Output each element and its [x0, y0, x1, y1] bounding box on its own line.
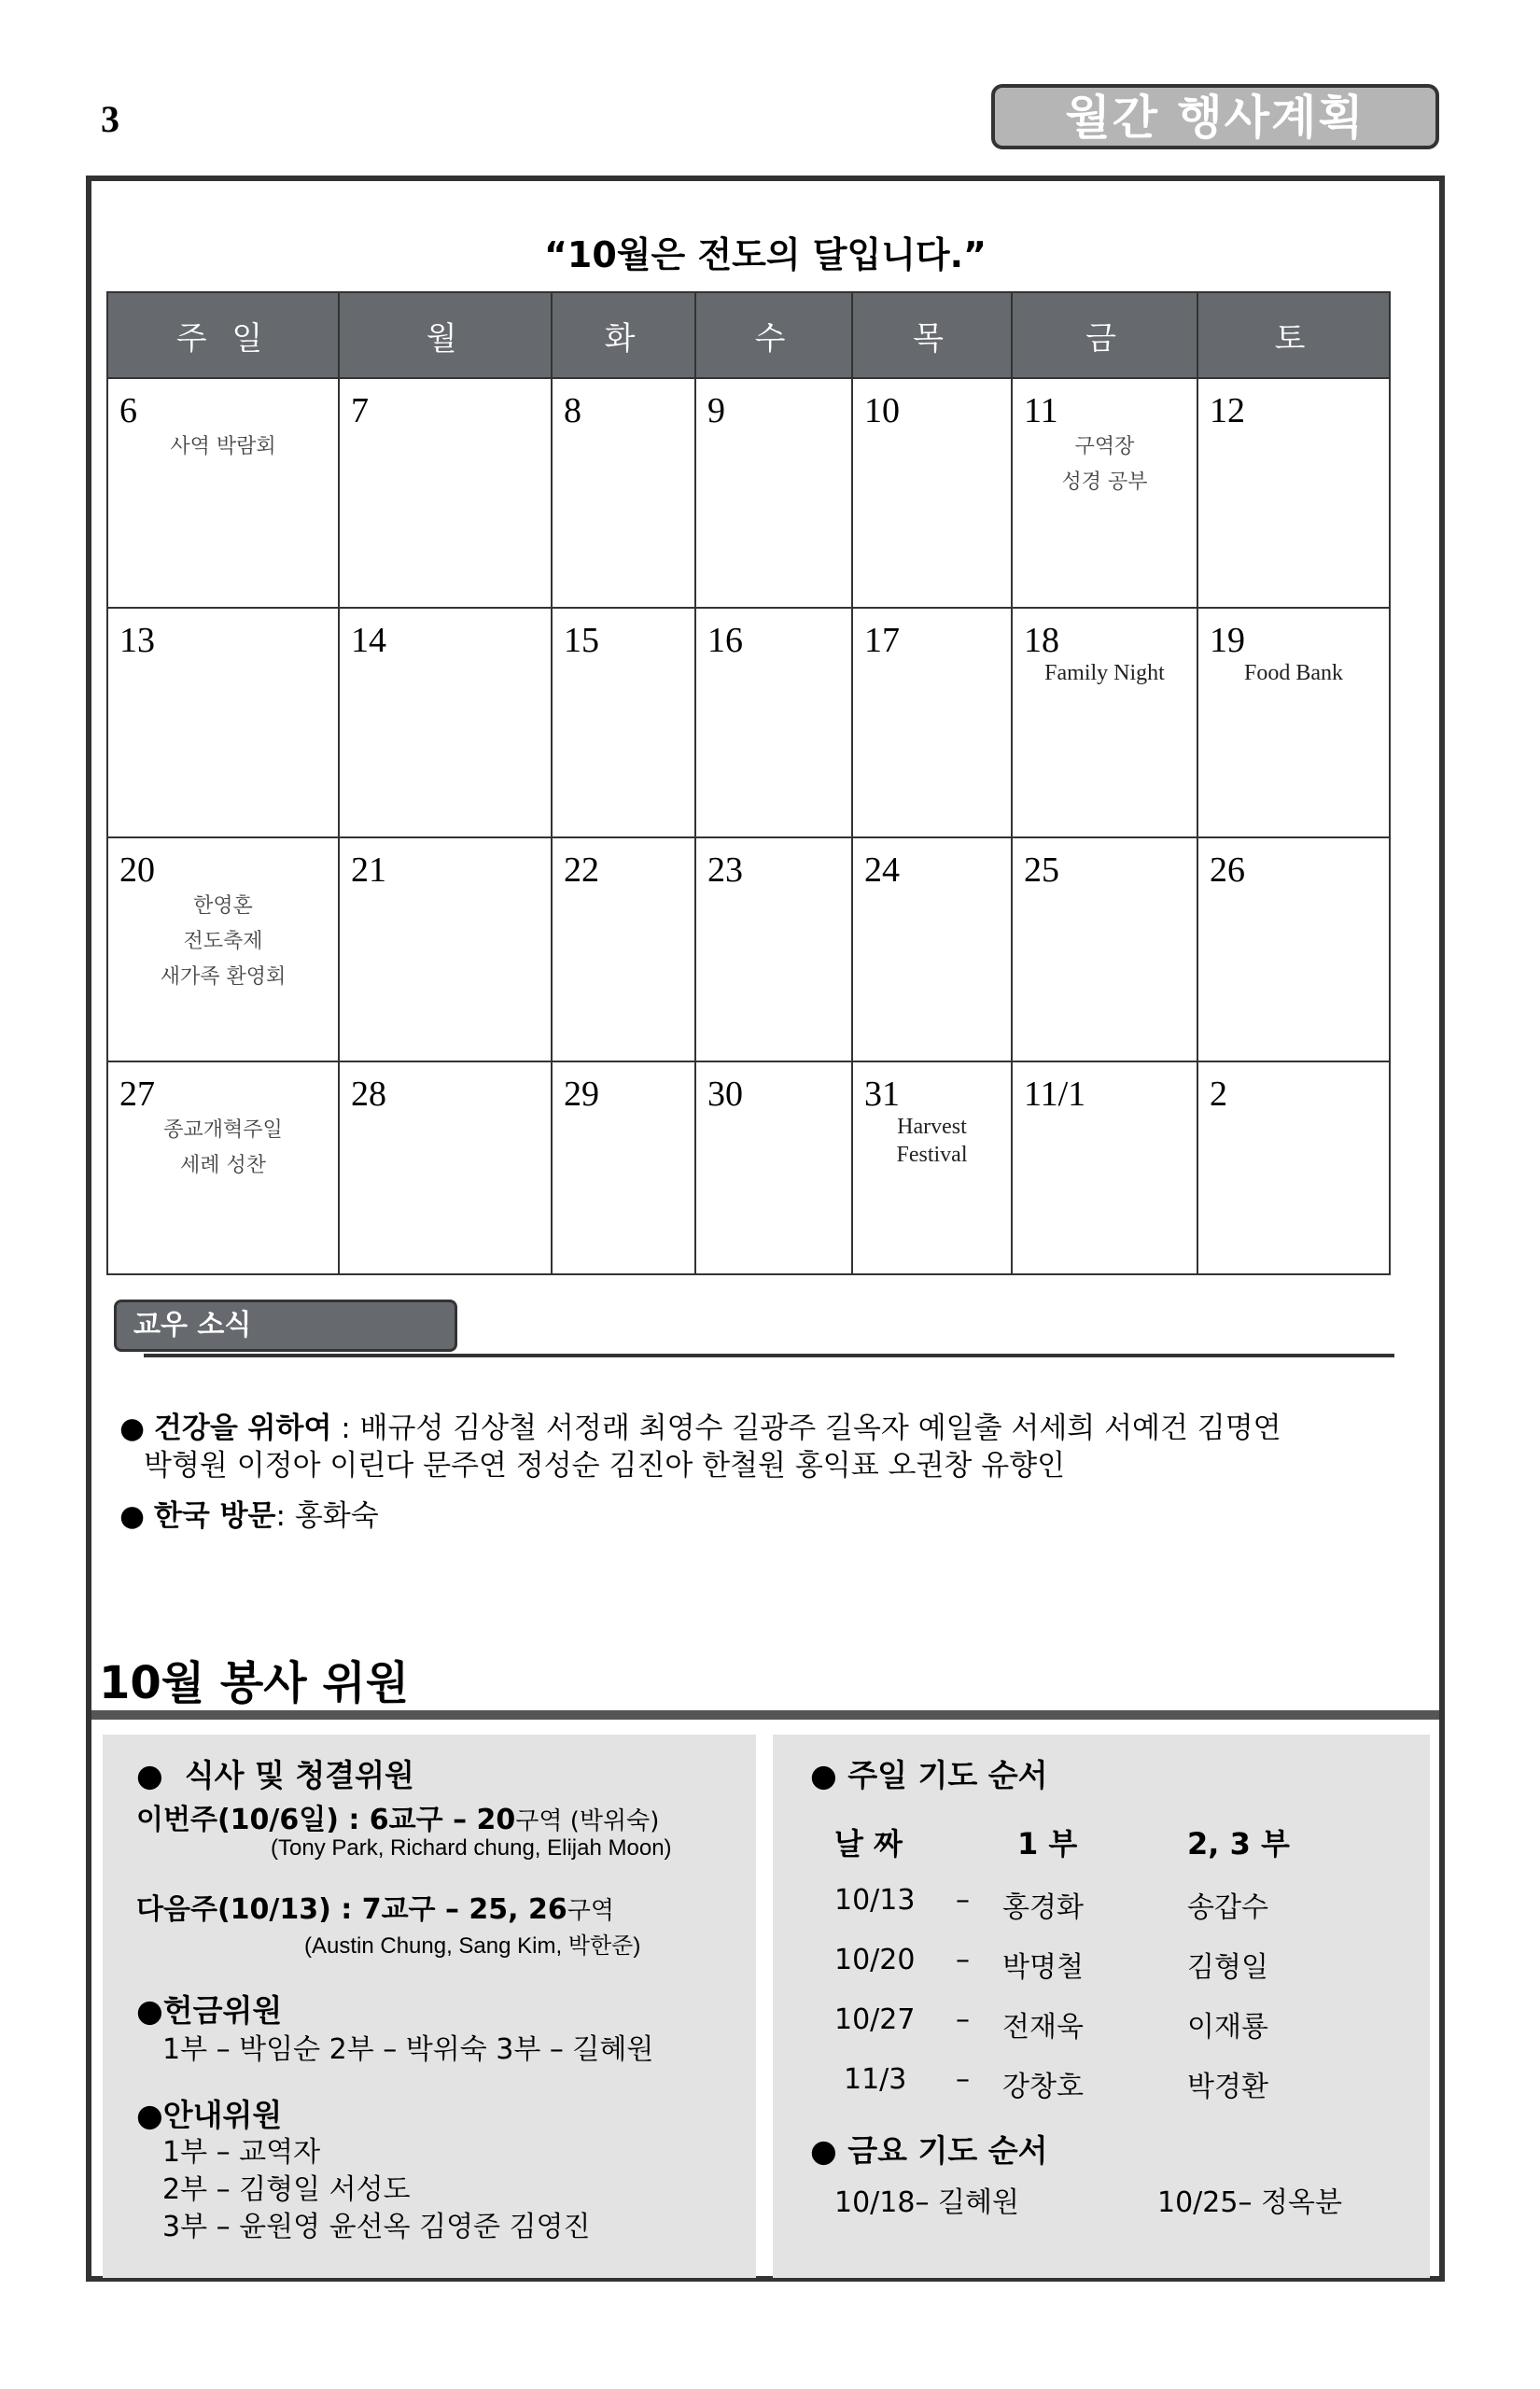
day-number: 21	[351, 850, 386, 890]
prayer-dash: –	[956, 1884, 970, 1917]
calendar-day-cell	[695, 837, 852, 1061]
offering-line: 1부 – 박임순 2부 – 박위숙 3부 – 길혜원	[162, 2033, 654, 2066]
calendar-event: 새가족 환영회	[160, 965, 287, 989]
prayer-col-second: 2, 3 부	[1187, 1826, 1290, 1862]
news-tab: 교우 소식	[114, 1300, 457, 1352]
prayer-second: 송갑수	[1187, 1891, 1268, 1924]
news-divider	[144, 1354, 1394, 1357]
prayer-date: 10/20	[834, 1944, 916, 1976]
day-number: 8	[564, 391, 581, 430]
calendar-day-cell	[339, 608, 552, 837]
this-week-names: (Tony Park, Richard chung, Elijah Moon)	[271, 1835, 672, 1861]
day-number: 17	[864, 621, 900, 660]
meal-committee-heading: ● 식사 및 청결위원	[136, 1757, 414, 1793]
calendar-event: 전도축제	[183, 930, 263, 953]
day-number: 14	[351, 621, 386, 660]
calendar-day-cell	[852, 608, 1012, 837]
day-number: 16	[707, 621, 743, 660]
calendar-day-cell	[107, 1061, 339, 1274]
korea-visit-item: ● 한국 방문: 홍화숙	[119, 1499, 379, 1533]
day-number: 6	[119, 391, 137, 430]
calendar-day-cell	[695, 378, 852, 608]
day-number: 10	[864, 391, 900, 430]
calendar-day-cell	[552, 608, 695, 837]
day-number: 12	[1210, 391, 1245, 430]
calendar-day-cell	[339, 837, 552, 1061]
this-week-line: 이번주(10/6일) : 6교구 – 20구역 (박위숙)	[136, 1804, 660, 1836]
day-number: 13	[119, 621, 155, 660]
calendar-day-cell	[1012, 837, 1197, 1061]
calendar-day-cell	[695, 1061, 852, 1274]
day-number: 29	[564, 1075, 599, 1114]
calendar-day-cell	[1197, 1061, 1390, 1274]
prayer-first: 홍경화	[1002, 1891, 1084, 1924]
prayer-date: 10/27	[834, 2003, 916, 2036]
health-prayer-item: ● 건강을 위하여 : 배규성 김상철 서정래 최영수 길광주 길옥자 예일출 서세희 서예건 김명연 박형원 이정아 이린다 문주연 정성순 김진아 한철원 홍익표 오권창 유향인	[119, 1412, 1281, 1483]
calendar-event: Food Bank	[1243, 661, 1343, 685]
day-number: 23	[707, 850, 743, 890]
prayer-first: 전재욱	[1002, 2011, 1084, 2044]
day-number: 9	[707, 391, 725, 430]
usher-heading: ●안내위원	[136, 2097, 283, 2133]
weekday-header	[107, 292, 1390, 378]
calendar-event: 종교개혁주일	[163, 1118, 283, 1142]
day-number: 20	[119, 850, 155, 890]
service-committee-box	[103, 1735, 756, 2278]
calendar-week-row	[107, 1061, 1390, 1274]
calendar-day-cell	[852, 837, 1012, 1061]
prayer-col-first: 1 부	[1017, 1826, 1078, 1862]
day-number: 22	[564, 850, 599, 890]
weekday-header-cell: 수	[695, 292, 852, 378]
day-number: 31	[864, 1075, 900, 1114]
prayer-schedule-box	[773, 1735, 1430, 2278]
next-week-line: 다음주(10/13) : 7교구 – 25, 26구역	[136, 1893, 614, 1926]
calendar-day-cell	[852, 378, 1012, 608]
prayer-dash: –	[956, 1944, 970, 1976]
calendar-day-cell	[107, 378, 339, 608]
usher-line-1: 1부 – 교역자	[162, 2136, 321, 2169]
calendar-event: Festival	[896, 1143, 968, 1167]
calendar-day-cell	[107, 608, 339, 837]
calendar-day-cell	[339, 378, 552, 608]
usher-line-3: 3부 – 윤원영 윤선옥 김영준 김영진	[162, 2211, 591, 2243]
weekday-header-cell: 토	[1197, 292, 1390, 378]
visit-label: 한국 방문	[153, 1499, 276, 1533]
offering-heading: ●헌금위원	[136, 1992, 283, 2029]
day-number: 26	[1210, 850, 1245, 890]
day-number: 7	[351, 391, 369, 430]
volunteers-title: 10월 봉사 위원	[99, 1657, 410, 1709]
calendar-body	[107, 378, 1390, 1274]
usher-line-2: 2부 – 김형일 서성도	[162, 2173, 411, 2206]
calendar-day-cell	[1197, 837, 1390, 1061]
weekday-header-cell: 주 일	[107, 292, 339, 378]
weekday-header-cell: 목	[852, 292, 1012, 378]
prayer-second: 이재룡	[1187, 2011, 1268, 2044]
bullet-icon: ●	[119, 1499, 146, 1533]
calendar-day-cell	[1012, 608, 1197, 837]
monthly-calendar	[106, 291, 1391, 1275]
day-number: 25	[1024, 850, 1059, 890]
day-number: 2	[1210, 1075, 1227, 1114]
calendar-week-row	[107, 608, 1390, 837]
day-number: 15	[564, 621, 599, 660]
next-week-names: (Austin Chung, Sang Kim, 박한준)	[304, 1933, 641, 1959]
calendar-event: Family Night	[1044, 661, 1165, 685]
prayer-date: 10/13	[834, 1884, 916, 1917]
prayer-second: 박경환	[1187, 2071, 1268, 2103]
calendar-day-cell	[1197, 378, 1390, 608]
calendar-day-cell	[852, 1061, 1012, 1274]
day-number: 30	[707, 1075, 743, 1114]
prayer-second: 김형일	[1187, 1951, 1268, 1984]
prayer-first: 박명철	[1002, 1951, 1084, 1984]
calendar-day-cell	[339, 1061, 552, 1274]
calendar-day-cell	[552, 837, 695, 1061]
health-names-line2: 박형원 이정아 이린다 문주연 정성순 김진아 한철원 홍익표 오권창 유향인	[144, 1449, 1066, 1483]
day-number: 28	[351, 1075, 386, 1114]
calendar-week-row	[107, 378, 1390, 608]
prayer-date: 11/3	[844, 2063, 907, 2096]
calendar-event: Harvest	[897, 1115, 967, 1139]
weekday-header-cell: 화	[552, 292, 695, 378]
calendar-week-row	[107, 837, 1390, 1061]
calendar-event: 사역 박람회	[170, 435, 276, 458]
calendar-day-cell	[552, 1061, 695, 1274]
prayer-col-date: 날 짜	[834, 1826, 903, 1862]
calendar-day-cell	[1197, 608, 1390, 837]
calendar-event: 구역장	[1074, 435, 1135, 458]
weekday-header-cell: 월	[339, 292, 552, 378]
friday-prayer-1: 10/18– 길혜원	[834, 2186, 1019, 2219]
content-frame	[86, 176, 1445, 2282]
day-number: 11	[1024, 391, 1058, 430]
prayer-dash: –	[956, 2063, 970, 2096]
sunday-prayer-heading: ● 주일 기도 순서	[810, 1757, 1048, 1793]
friday-prayer-heading: ● 금요 기도 순서	[810, 2132, 1048, 2169]
calendar-day-cell	[107, 837, 339, 1061]
page-number: 3	[101, 98, 119, 140]
prayer-first: 강창호	[1002, 2071, 1084, 2103]
calendar-event: 성경 공부	[1061, 471, 1148, 494]
calendar-day-cell	[1012, 378, 1197, 608]
calendar-day-cell	[1012, 1061, 1197, 1274]
weekday-header-cell: 금	[1012, 292, 1197, 378]
day-number: 18	[1024, 621, 1059, 660]
calendar-day-cell	[695, 608, 852, 837]
visit-names: 홍화숙	[294, 1499, 379, 1533]
calendar-day-cell	[552, 378, 695, 608]
day-number: 27	[119, 1075, 155, 1114]
friday-prayer-2: 10/25– 정옥분	[1157, 2186, 1342, 2219]
calendar-event: 한영혼	[193, 894, 253, 918]
calendar-event: 세례 성찬	[179, 1154, 266, 1177]
calendar-title: “10월은 전도의 달입니다.”	[543, 234, 987, 275]
day-number: 24	[864, 850, 900, 890]
health-label: 건강을 위하여	[153, 1412, 332, 1445]
volunteers-divider	[91, 1710, 1439, 1720]
prayer-dash: –	[956, 2003, 970, 2036]
bullet-icon: ●	[119, 1412, 146, 1445]
section-title: 월간 행사계획	[991, 84, 1439, 149]
day-number: 11/1	[1024, 1075, 1086, 1114]
health-names-line1: 배규성 김상철 서정래 최영수 길광주 길옥자 예일출 서세희 서예건 김명연	[359, 1412, 1281, 1445]
day-number: 19	[1210, 621, 1245, 660]
